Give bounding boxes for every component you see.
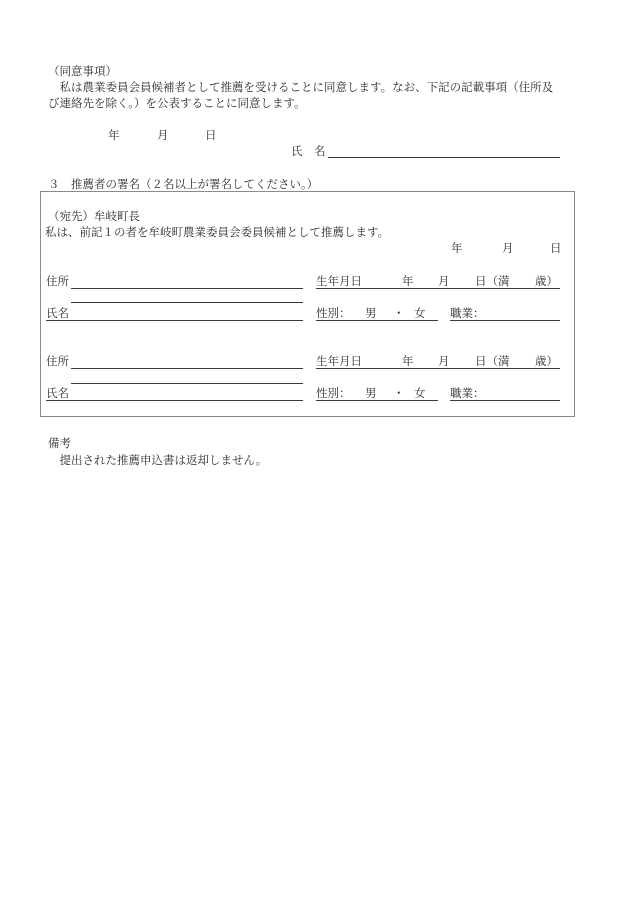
address-label: 住所 bbox=[46, 354, 69, 368]
section3-title: ３ 推薦者の署名（２名以上が署名してください。） bbox=[48, 177, 319, 191]
name-label: 氏名 bbox=[46, 306, 69, 320]
gender-male-option[interactable]: 男 bbox=[365, 306, 377, 320]
name-label: 氏名 bbox=[46, 386, 69, 400]
birthdate-field[interactable] bbox=[316, 288, 560, 289]
consent-heading: （同意事項） bbox=[48, 64, 117, 78]
consent-text-line1: 私は農業委員会員候補者として推薦を受けることに同意します。なお、下記の記載事項（住所及 bbox=[48, 80, 554, 94]
age-unit: 歳） bbox=[535, 274, 558, 288]
gender-separator: ・ bbox=[393, 306, 405, 320]
gender-underline bbox=[316, 400, 438, 401]
birthdate-label: 生年月日 bbox=[316, 354, 362, 368]
birth-day-unit: 日（満 bbox=[475, 274, 510, 288]
occupation-label: 職業： bbox=[450, 386, 485, 400]
address-label: 住所 bbox=[46, 274, 69, 288]
age-unit: 歳） bbox=[535, 354, 558, 368]
gender-separator: ・ bbox=[393, 386, 405, 400]
box-date-day: 日 bbox=[550, 241, 562, 255]
birth-year-unit: 年 bbox=[402, 274, 414, 288]
birth-month-unit: 月 bbox=[438, 274, 450, 288]
birth-day-unit: 日（満 bbox=[475, 354, 510, 368]
occupation-field[interactable] bbox=[450, 320, 560, 321]
consent-date-year: 年 bbox=[108, 128, 120, 142]
gender-male-option[interactable]: 男 bbox=[365, 386, 377, 400]
addressee: （宛先）牟岐町長 bbox=[48, 209, 140, 223]
gender-label: 性別： bbox=[316, 306, 351, 320]
address-field-line2[interactable] bbox=[71, 383, 303, 384]
birth-year-unit: 年 bbox=[402, 354, 414, 368]
occupation-label: 職業： bbox=[450, 306, 485, 320]
address-field[interactable] bbox=[71, 368, 303, 369]
birthdate-field[interactable] bbox=[316, 368, 560, 369]
birth-month-unit: 月 bbox=[438, 354, 450, 368]
gender-underline bbox=[316, 320, 438, 321]
address-field[interactable] bbox=[71, 288, 303, 289]
gender-female-option[interactable]: 女 bbox=[414, 306, 426, 320]
remarks-text: 提出された推薦申込書は返却しません。 bbox=[48, 453, 268, 467]
consent-date-month: 月 bbox=[157, 128, 169, 142]
birthdate-label: 生年月日 bbox=[316, 274, 362, 288]
consent-date-day: 日 bbox=[205, 128, 217, 142]
box-date-month: 月 bbox=[502, 241, 514, 255]
remarks-heading: 備考 bbox=[48, 436, 71, 450]
address-field-line2[interactable] bbox=[71, 302, 303, 303]
gender-female-option[interactable]: 女 bbox=[414, 386, 426, 400]
name-field[interactable] bbox=[46, 400, 303, 401]
occupation-field[interactable] bbox=[450, 400, 560, 401]
name-field[interactable] bbox=[46, 320, 303, 321]
consent-text-line2: び連絡先を除く。）を公表することに同意します。 bbox=[48, 96, 306, 110]
consent-name-label: 氏 名 bbox=[291, 144, 326, 158]
box-date-year: 年 bbox=[451, 241, 463, 255]
gender-label: 性別： bbox=[316, 386, 351, 400]
consent-name-field[interactable] bbox=[328, 157, 560, 158]
recommendation-statement: 私は、前記１の者を牟岐町農業委員会委員候補として推薦します。 bbox=[45, 225, 390, 239]
